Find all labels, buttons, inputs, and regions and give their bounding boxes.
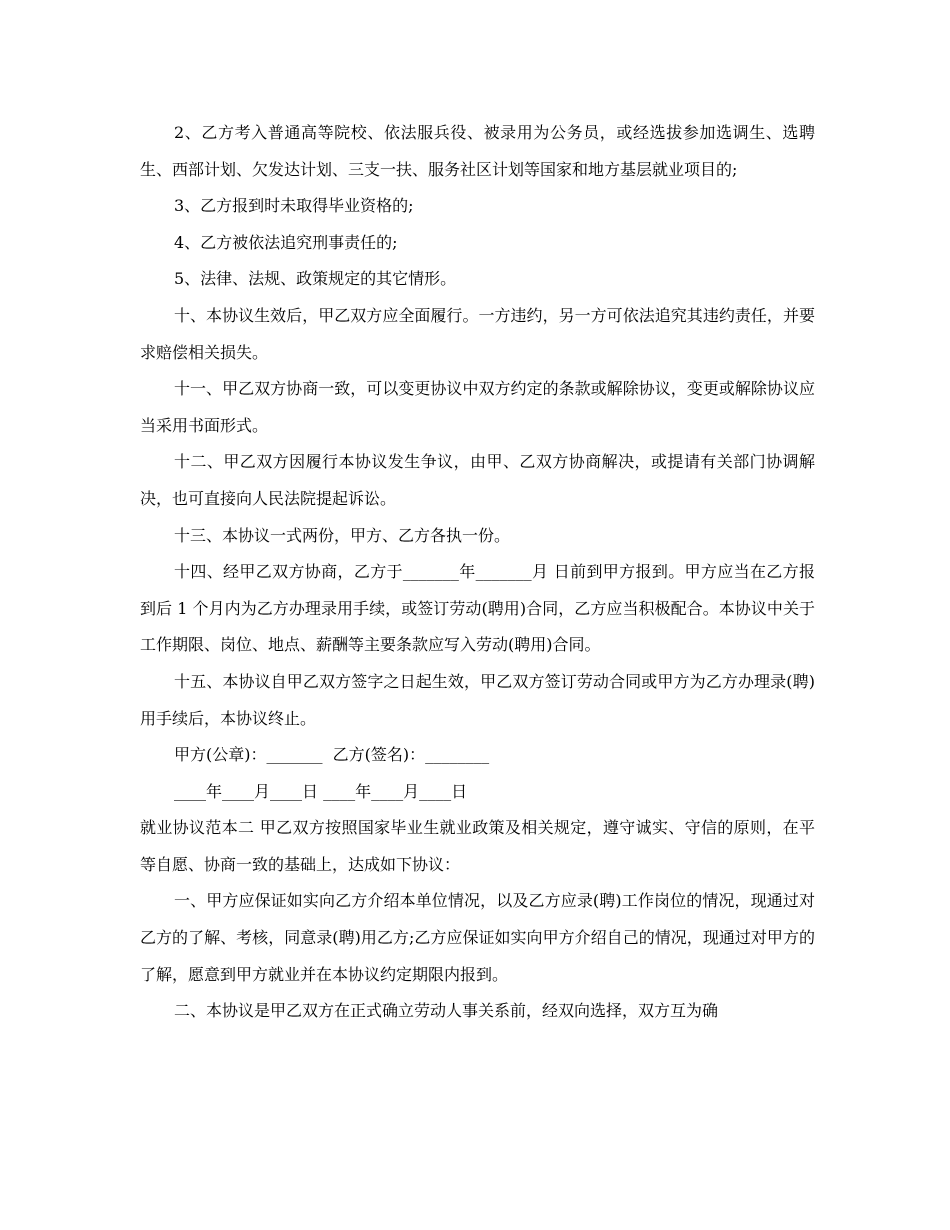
paragraph-article-12: 十二、甲乙双方因履行本协议发生争议，由甲、乙双方协商解决，或提请有关部门协调解决，也可直接向人民法院提起诉讼。 (140, 452, 815, 508)
paragraph-article-10: 十、本协议生效后，甲乙双方应全面履行。一方违约，另一方可依法追究其违约责任，并要求赔偿相关损失。 (140, 305, 815, 362)
section-intro: 就业协议范本二 甲乙双方按照国家毕业生就业政策及相关规定，遵守诚实、守信的原则，在平等自愿、协商一致的基础上，达成如下协议： (140, 818, 815, 874)
paragraph-article-14: 十四、经甲乙双方协商，乙方于_______年_______月 日前到甲方报到。甲方应当在乙方报到后 1 个月内为乙方办理录用手续，或签订劳动(聘用)合同，乙方应当积极配合。本协议中关于工作期限、岗位、地点、薪酬等主要条款应写入劳动(聘用)合同。 (140, 562, 815, 655)
paragraph-article-2: 二、本协议是甲乙双方在正式确立劳动人事关系前，经双向选择，双方互为确 (174, 1001, 719, 1021)
signature-line: 甲方(公章)：_______ 乙方(签名)：________ (174, 745, 490, 765)
document-body (140, 115, 815, 1030)
paragraph-article-11: 十一、甲乙双方协商一致，可以变更协议中双方约定的条款或解除协议，变更或解除协议应当采用书面形式。 (140, 379, 815, 435)
paragraph-article-1: 一、甲方应保证如实向乙方介绍本单位情况，以及乙方应录(聘)工作岗位的情况，现通过对乙方的了解、考核，同意录(聘)用乙方;乙方应保证如实向甲方介绍自己的情况，现通过对甲方的了解，愿意到甲方就业并在本协议约定期限内报到。 (140, 891, 815, 984)
paragraph-clause-3: 3、乙方报到时未取得毕业资格的; (174, 196, 414, 216)
paragraph-article-13: 十三、本协议一式两份，甲方、乙方各执一份。 (174, 525, 511, 545)
paragraph-clause-5: 5、法律、法规、政策规定的其它情形。 (174, 269, 457, 289)
paragraph-clause-2: 2、乙方考入普通高等院校、依法服兵役、被录用为公务员，或经选拔参加选调生、选聘生、西部计划、欠发达计划、三支一扶、服务社区计划等国家和地方基层就业项目的; (140, 123, 815, 179)
date-line: ____年____月____日 ____年____月____日 (174, 781, 468, 801)
paragraph-article-15: 十五、本协议自甲乙双方签字之日起生效，甲乙双方签订劳动合同或甲方为乙方办理录(聘)用手续后，本协议终止。 (140, 671, 815, 728)
paragraph-clause-4: 4、乙方被依法追究刑事责任的; (174, 232, 398, 252)
